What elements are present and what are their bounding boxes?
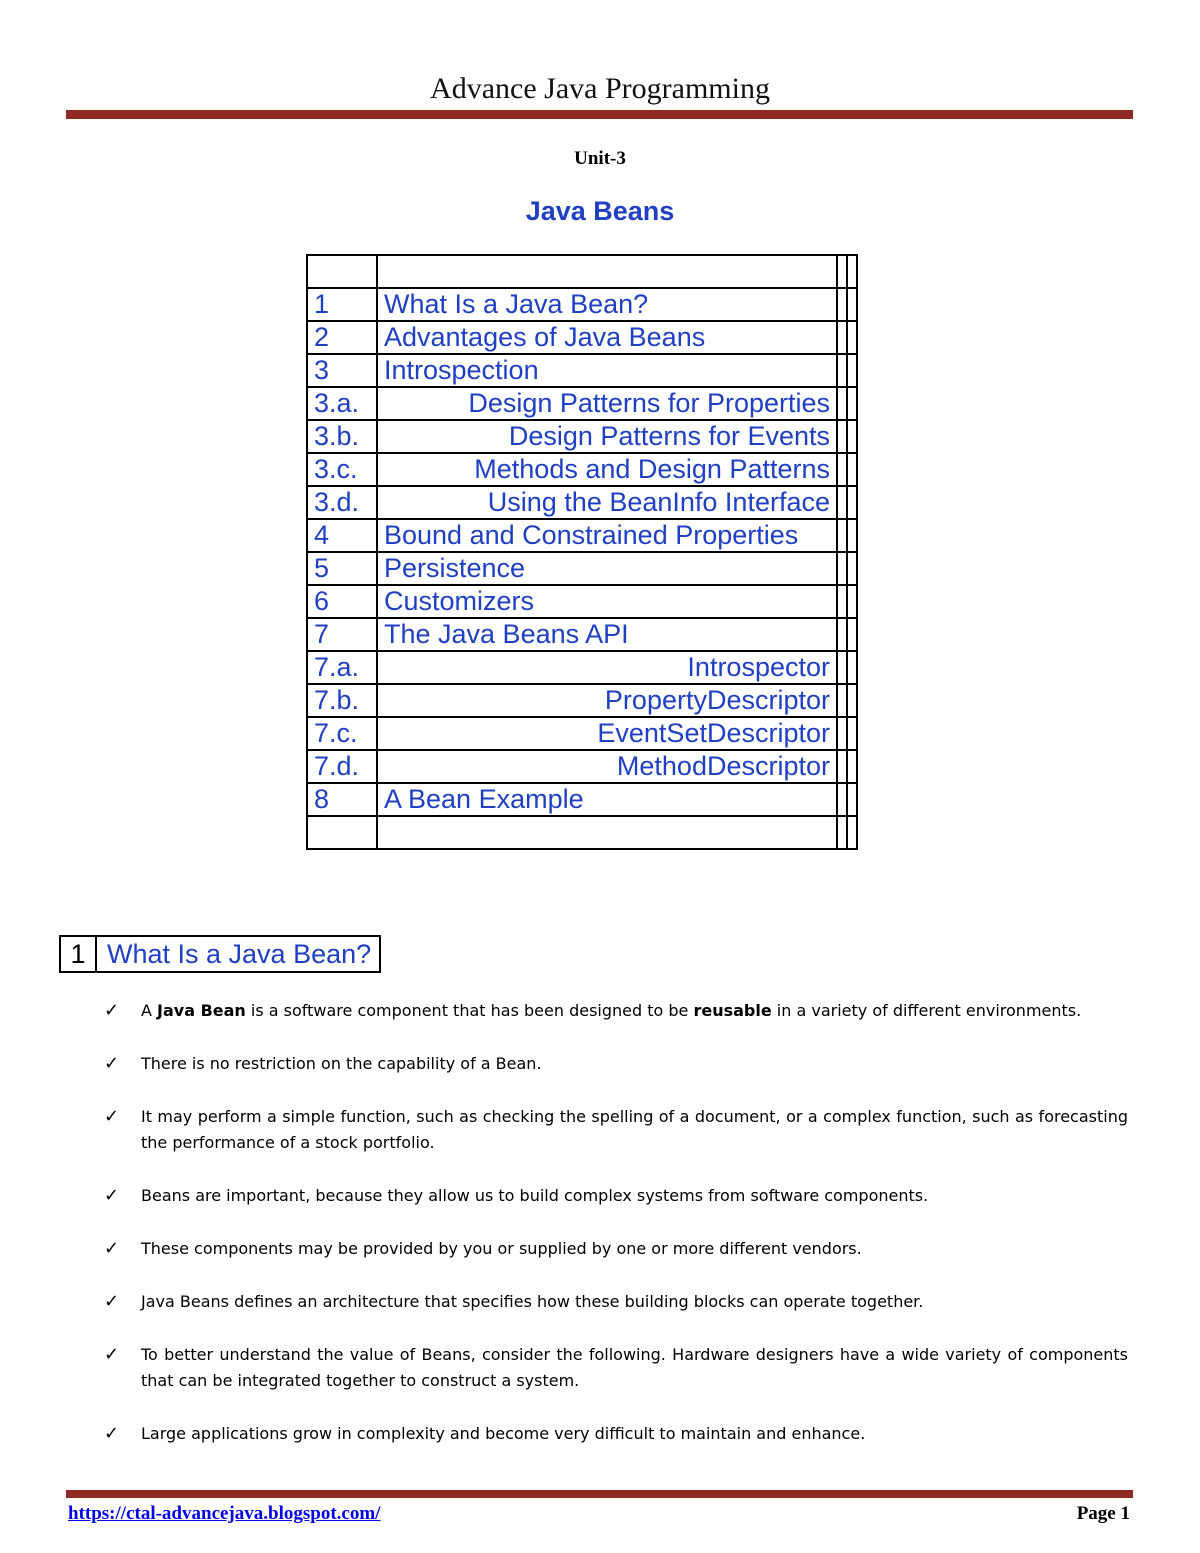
toc-row (307, 288, 857, 321)
toc-title: Customizers (377, 585, 837, 618)
toc-empty-cell (847, 486, 857, 519)
toc-empty-cell (837, 651, 847, 684)
toc-title: Introspection (377, 354, 837, 387)
toc-number: 7.d. (307, 750, 377, 783)
toc-empty-cell (837, 486, 847, 519)
toc-empty-cell (847, 288, 857, 321)
toc-empty-cell (377, 816, 837, 849)
checkmark-icon: ✓ (104, 1106, 120, 1127)
toc-empty-cell (307, 255, 377, 288)
checkmark-icon: ✓ (104, 1185, 120, 1206)
toc-empty-cell (837, 255, 847, 288)
toc-title: Design Patterns for Events (377, 420, 837, 453)
toc-empty-cell (377, 255, 837, 288)
toc-header-row (307, 255, 857, 288)
toc-empty-cell (307, 816, 377, 849)
list-item (104, 1342, 1128, 1394)
toc-number: 6 (307, 585, 377, 618)
toc-empty-cell (847, 783, 857, 816)
toc-empty-cell (847, 585, 857, 618)
toc-number: 7.a. (307, 651, 377, 684)
page-number: Page 1 (1076, 1503, 1130, 1524)
toc-empty-cell (847, 816, 857, 849)
toc-number: 3.b. (307, 420, 377, 453)
toc-empty-cell (837, 618, 847, 651)
bold-text: reusable (693, 1001, 772, 1020)
text: There is no restriction on the capability of a Bean. (141, 1054, 542, 1073)
unit-label: Unit-3 (574, 148, 626, 169)
toc-empty-cell (847, 750, 857, 783)
toc-empty-cell (837, 420, 847, 453)
document-title: Java Beans (525, 196, 675, 226)
toc-empty-cell (837, 288, 847, 321)
toc-empty-cell (837, 585, 847, 618)
text: It may perform a simple function, such as checking the spelling of a document, or a complex function, such as forecasting the performance of a stock portfolio. (141, 1107, 1128, 1152)
checkmark-icon: ✓ (104, 1053, 120, 1074)
section-heading (59, 935, 381, 973)
toc-empty-cell (847, 552, 857, 585)
toc-empty-cell (837, 387, 847, 420)
toc-title: A Bean Example (377, 783, 837, 816)
toc-number: 4 (307, 519, 377, 552)
text: To better understand the value of Beans, consider the following. Hardware designers have a wide variety of components that can be integrated together to construct a system. (141, 1345, 1128, 1390)
toc-number: 3 (307, 354, 377, 387)
toc-number: 7.c. (307, 717, 377, 750)
section-number: 1 (61, 937, 97, 971)
toc-title: What Is a Java Bean? (377, 288, 837, 321)
toc-row (307, 453, 857, 486)
header-title: Advance Java Programming (430, 72, 770, 105)
text: Large applications grow in complexity and become very difficult to maintain and enhance. (141, 1424, 866, 1443)
text: is a software component that has been designed to be (245, 1001, 694, 1020)
toc-row (307, 354, 857, 387)
checkmark-icon: ✓ (104, 1000, 120, 1021)
section-title: What Is a Java Bean? (107, 939, 372, 969)
list-item (104, 998, 1128, 1024)
list-item (104, 1421, 1128, 1447)
text: Beans are important, because they allow us to build complex systems from software components. (141, 1186, 929, 1205)
list-item (104, 1104, 1128, 1156)
table-of-contents (306, 254, 858, 850)
toc-empty-cell (847, 387, 857, 420)
toc-row (307, 783, 857, 816)
header-divider (66, 110, 1133, 119)
toc-number: 1 (307, 288, 377, 321)
toc-title: Methods and Design Patterns (377, 453, 837, 486)
toc-footer-row (307, 816, 857, 849)
list-item (104, 1183, 1128, 1209)
toc-body (307, 255, 857, 849)
toc-number: 7.b. (307, 684, 377, 717)
toc-title: The Java Beans API (377, 618, 837, 651)
toc-empty-cell (837, 453, 847, 486)
toc-row (307, 750, 857, 783)
toc-row (307, 519, 857, 552)
list-item (104, 1236, 1128, 1262)
toc-title: Advantages of Java Beans (377, 321, 837, 354)
toc-empty-cell (837, 816, 847, 849)
toc-empty-cell (837, 750, 847, 783)
toc-number: 2 (307, 321, 377, 354)
toc-title: Introspector (377, 651, 837, 684)
toc-empty-cell (837, 783, 847, 816)
toc-row (307, 618, 857, 651)
toc-empty-cell (837, 717, 847, 750)
toc-title: Using the BeanInfo Interface (377, 486, 837, 519)
toc-title: Persistence (377, 552, 837, 585)
toc-number: 3.c. (307, 453, 377, 486)
toc-number: 3.a. (307, 387, 377, 420)
text: These components may be provided by you or supplied by one or more different vendors. (141, 1239, 862, 1258)
list-item (104, 1051, 1128, 1077)
checkmark-icon: ✓ (104, 1423, 120, 1444)
text: A (141, 1001, 158, 1020)
bold-text: Java Bean (157, 1001, 246, 1020)
toc-row (307, 651, 857, 684)
toc-empty-cell (847, 420, 857, 453)
toc-row (307, 321, 857, 354)
toc-row (307, 486, 857, 519)
toc-row (307, 585, 857, 618)
toc-title: PropertyDescriptor (377, 684, 837, 717)
toc-empty-cell (837, 684, 847, 717)
toc-row (307, 420, 857, 453)
toc-title: MethodDescriptor (377, 750, 837, 783)
toc-empty-cell (837, 519, 847, 552)
blog-link[interactable]: https://ctal-advancejava.blogspot.com/ (68, 1503, 381, 1524)
toc-empty-cell (847, 717, 857, 750)
toc-empty-cell (837, 354, 847, 387)
text: in a variety of different environments. (771, 1001, 1082, 1020)
toc-number: 8 (307, 783, 377, 816)
toc-title: Design Patterns for Properties (377, 387, 837, 420)
toc-empty-cell (837, 321, 847, 354)
toc-empty-cell (837, 552, 847, 585)
toc-title: Bound and Constrained Properties (377, 519, 837, 552)
toc-title: EventSetDescriptor (377, 717, 837, 750)
toc-number: 5 (307, 552, 377, 585)
text: Java Beans defines an architecture that specifies how these building blocks can operate together. (141, 1292, 924, 1311)
toc-row (307, 552, 857, 585)
bullet-list (104, 998, 1128, 1474)
checkmark-icon: ✓ (104, 1344, 120, 1365)
toc-row (307, 717, 857, 750)
toc-row (307, 684, 857, 717)
toc-number: 3.d. (307, 486, 377, 519)
toc-empty-cell (847, 255, 857, 288)
checkmark-icon: ✓ (104, 1291, 120, 1312)
checkmark-icon: ✓ (104, 1238, 120, 1259)
toc-empty-cell (847, 651, 857, 684)
footer-divider (66, 1490, 1133, 1498)
toc-row (307, 387, 857, 420)
toc-empty-cell (847, 519, 857, 552)
toc-empty-cell (847, 618, 857, 651)
toc-number: 7 (307, 618, 377, 651)
list-item (104, 1289, 1128, 1315)
toc-empty-cell (847, 453, 857, 486)
toc-empty-cell (847, 354, 857, 387)
toc-empty-cell (847, 321, 857, 354)
toc-empty-cell (847, 684, 857, 717)
